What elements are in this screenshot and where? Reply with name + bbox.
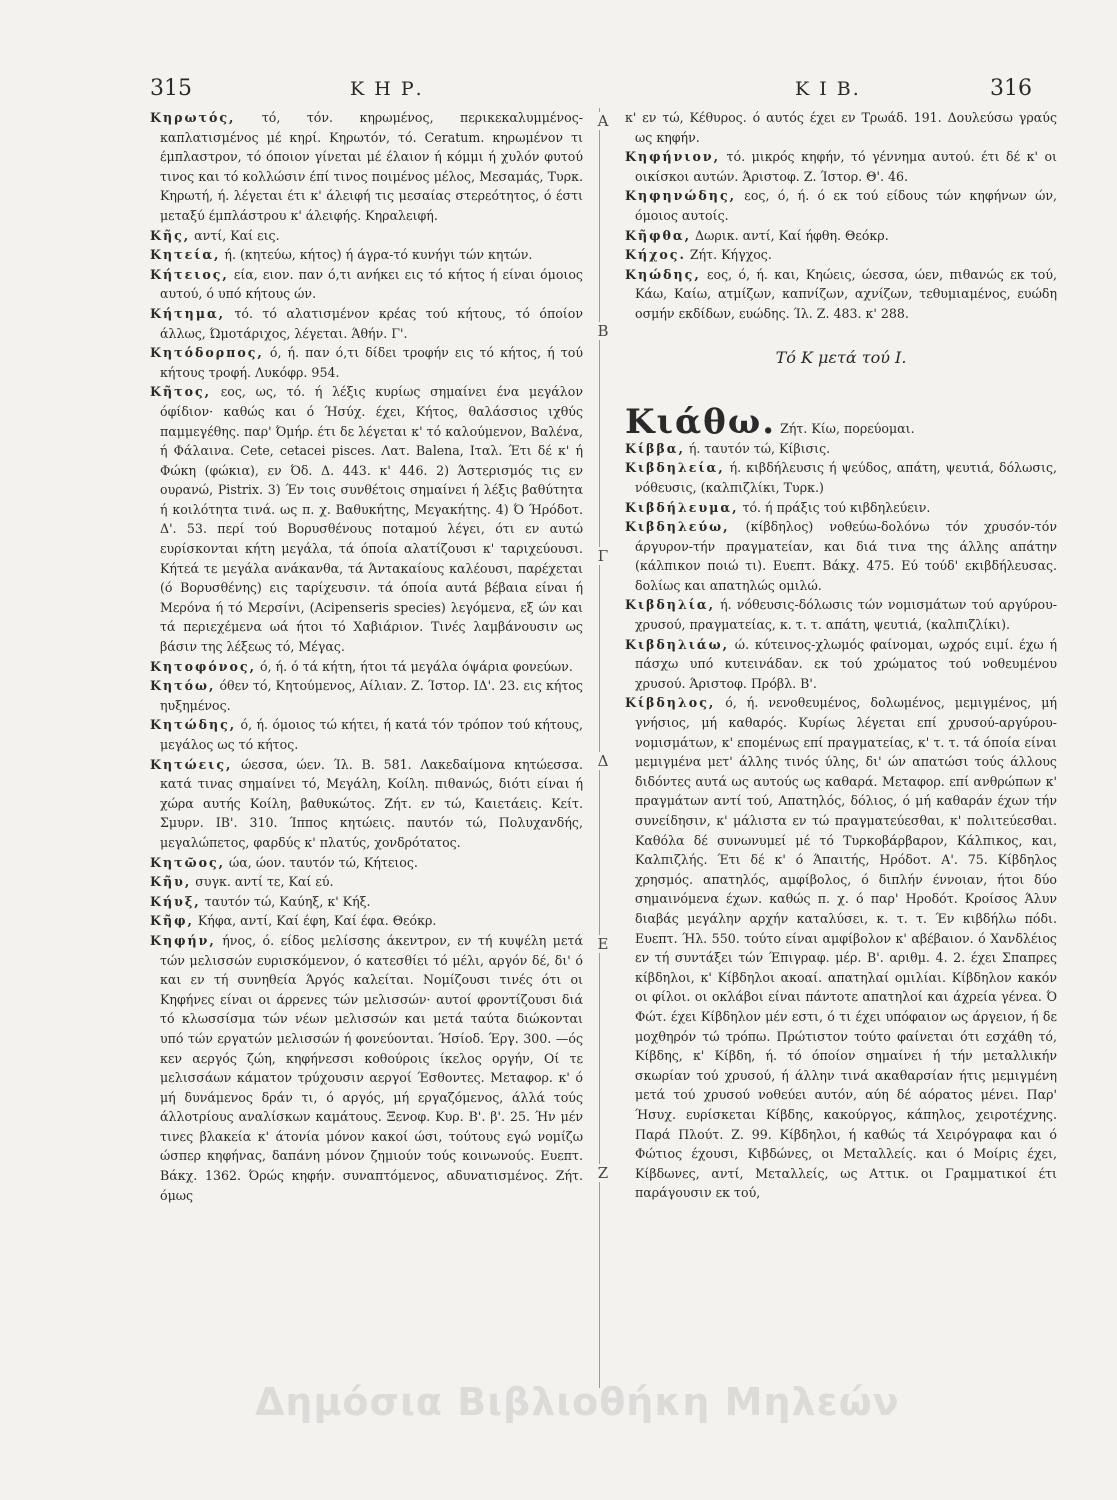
left-column [150,108,583,1378]
entry-headword: Κήχος. [625,247,686,263]
right-column [625,108,1057,1378]
entry-headword: Κιβδήλευμα, [625,499,739,515]
entry-definition: Ζήτ. Κίω, πορεύομαι. [776,421,915,437]
entry-headword: Κίβδηλος, [625,695,716,711]
entry-headword: Κητεία, [150,247,221,263]
entry-headword: Κήτημα, [150,305,226,321]
dictionary-entry [150,343,583,382]
entry-headword: Κηώδης, [625,266,701,282]
dictionary-entry [150,304,583,343]
entry-headword: Κιβδηλιάω, [625,636,729,652]
left-running-head: Κ Η Ρ. [350,78,424,100]
entry-headword: Κῆς, [150,227,191,243]
entry-headword: Κητοφόνος, [150,658,256,674]
entry-headword: Κήυξ, [150,893,201,909]
entry-definition: ταυτόν τώ, Καύηξ, κ' Κήξ. [200,893,371,909]
dictionary-entry [150,755,583,853]
entry-definition: Κήφα, αντί, Καί έφη, Καί έφα. Θεόκρ. [193,913,437,929]
dictionary-entry [150,657,583,677]
entry-headword: Κῆτος, [150,384,212,400]
entry-definition: ό, ή. νενοθευμένος, δολωμένος, μεμιγμένος, μή γνήσιος, μή καθαρός. Κυρίως λέγεται επί χρυσού-αργύρου-νομισμάτων, κ' επομένως επί πραγματείας, κ' τ. τ. τά όποία είναι μεμιγμένα μετ' άλλης τινός ύλης, δι' ών απατώσι τούς άλλους διδόντες αυτά ως αυτούς ως καθαρά. Μεταφορ. επί ανθρώπων κ' πραγμάτων αντί τού, Απατηλός, δόλιος, ό μή καθαράν έχων τήν συνείδησιν, κ' μάλιστα εν τώ πραγματεύεσθαι, κ' πολιτεύεσθαι. Καθόλα δέ συνωνυμεί μέ τό Τυρκοβάρβαρον, Κάλπικος, και, Καλπιζλής. Έτι δέ κ' ό Άπαιτής, Ηρόδοτ. Α'. 75. Κίβδηλος χρησμός. απατηλός, αμφίβολος, ό διπλήν έννοιαν, ήτοι δύο σημαινόμενα έχων. καθώς π. χ. ό παρ' Ηροδότ. Κροίσος Άλυν διαβάς μεγάλην αρχήν καταλύσει, κ. τ. τ. Έν κιβδήλω πόδι. Ευεπτ. Ήλ. 550. τούτο είναι αμφίβολον κ' αβέβαιον. ό Χανδλέιος εν τή συντάξει τών Έπιγραφ. μέρ. Β'. αριθμ. 4. 2. έχει Σπαπρες κίβδηλοι, κ' Κίβδηλοι ακοαί. απατηλαί ομιλίαι. Κίβδηλον κακόν οι φίλοι. οι οκλάβοι είναι πάντοτε απατηλοί και άχρεία γένεα. Ό Φώτ. έχει Κίβδηλον μέν εστι, ό τι έχει υπόφαιον ως άργειον, ή δε μοχθηρόν τώ τρόπω. Πρώτιστον τούτο φαίνεται ότι εσχάθη τό, Κίβδης, κ' Κίβδη, ή. τό όποίον σημαίνει ή τήν μεταλλικήν σκωρίαν τού χρυσού, ή άλλην τινά ακαθαρσίαν ήτις μεμιγμένη μετά τού χρυσού νοθεύει αυτόν, αύη δέ αόρατος μένει. Παρ' Ήσυχ. ευρίσκεται Κίβδης, κακούργος, κάπηλος, χειροτέχνης. Παρά Πλούτ. Ζ. 99. Κίβδηλοι, ή καθώς τά Χειρόγραφα και ό Φώτιος έχουσι, Κιβδώνες, οι Μεταλλείς. και ό Μοίρις έχει, Κίβδωνες, αντί, Μεταλλείς, ως Αττικ. οι Γραμματικοί έτι παράγουσιν εκ τού, [635,695,1057,1201]
entry-headword: Κηφηνώδης, [625,188,736,204]
dictionary-entry [150,931,583,1205]
dictionary-entry [625,108,1057,147]
right-running-head: Κ Ι Β. [795,78,861,100]
entry-definition: τό. τό αλατισμένον κρέας τού κήτους, τό όποίον άλλως, Ώμοτάριχος, λέγεται. Άθήν. Γ'. [160,305,583,341]
entry-definition: τό. ή πράξις τού κιβδηλεύειν. [738,499,931,515]
dictionary-entry [625,595,1057,634]
entry-headword: Κιβδηλεύω, [625,519,730,535]
entry-headword: Κίββα, [625,440,685,456]
entry-definition: ήνος, ό. είδος μελίσσης άκεντρον, εν τή κυψέλη μετά τών μελισσών ευρισκόμενον, ό κατεσθίει τό μέλι, αργόν δέ, δι' ό και εν τή συνηθεία Άργός καλείται. Νομίζουσι τινές ότι οι Κηφήνες είναι οι άρρενες τών μελισσών· αυτοί φροντίζουσι διά τό κλωσσίσμα τών νέων μελισσών και μετά ταύτα διώκονται υπό τών εργατών μελισσών ή φονεύονται. Ήσίοδ. Έργ. 300. —ός κεν αεργός ζώη, κηφήνεσσι κοθούροις ίκελος οργήν, Οί τε μελισσάων κάματον τρύχουσιν αεργοί Έσθοντες. Μεταφορ. κ' ό μή δυνάμενος δράν τι, ό αργός, μή εργαζόμενος, άλλά τούς άλλοτρίους αναλίσκων καμάτους. Ξενοφ. Κυρ. Β'. β'. 25. Ήν μέν τινες βλακεία κ' άτονία μόνον κακοί ώσι, τούτους εγώ νομίζω ώσπερ κηφήνας, δαπάνη μόνον ζημιούν τούς κοινωνούς. Ευεπτ. Βάκχ. 1362. Όρώς κηφήν. συναπτόμενος, αδυνατισμένος. Ζήτ. όμως [160,932,583,1203]
entry-definition: ώα, ώον. ταυτόν τώ, Κήτειος. [225,854,418,870]
entry-definition: εος, ως, τό. ή λέξις κυρίως σημαίνει ένα μεγάλον όφίδιον· καθώς και ό Ήσύχ. έχει, Κήτος, θαλάσσιος ιχθύς παμμεγέθης. παρ' Όμήρ. έτι δε λέγεται κ' τό καλούμενον, Βαλένα, ή Φάλαινα. Cete, cetacei pisces. Λατ. Balena, Ιταλ. Έτι δέ κ' ή Φώκη (φώκια), εν Όδ. Δ. 443. κ' 446. 2) Άστερισμός τις εν ουρανώ, Pistrix. 3) Έν τοις συνθέτοις σημαίνει ή λέξις βαθύτητα ή κοιλότητα τινά. ως π. χ. Βαθυκήτης, Μεγακήτης. 4) Ό Ήρόδοτ. Δ'. 53. περί τού Βορυσθένους ποταμού λέγει, ότι εν αυτώ ευρίσκονται κήτη μεγάλα, τά όποία αλατίζουσι κ' ταριχεύουσι. Κήτεά τε μεγάλα ανάκανθα, τά Άντακαίους καλέουσι, παρέχεται (ό Βορυσθένης) εις ταρίχευσιν. τά όποία αυτά βέβαια είναι ή Μερόνα ή τό Μερσίνι, (Acipenseris species) λεγόμενα, εξ ών και τά περιεχέμενα ωά ήτοι τό Χαβιάριον. Τινές λαμβάνουσιν ως βάσιν της λέξεως τό, Μέγας. [160,384,583,655]
entry-headword: Κητώδης, [150,717,237,733]
entry-headword: Κιβδηλία, [625,597,715,613]
dictionary-entry [625,439,1057,459]
entry-definition: ή. νόθευσις-δόλωσις τών νομισμάτων τού αργύρου-χρυσού, πραγματείας, κ. τ. τ. απάτη, ψευτιά, (καλπιζλίκι). [635,597,1057,633]
entry-definition: ή. (κητεύω, κήτος) ή άγρα-τό κυνήγι τών κητών. [220,247,533,263]
entry-definition: ό, ή. παν ό,τι δίδει τροφήν εις τό κήτος, ή τού κήτους τροφή. Λυκόφρ. 954. [160,345,583,380]
entry-headword: Κηρωτός, [150,110,236,125]
dictionary-entry [625,635,1057,694]
entry-definition: Ζήτ. Κήγχος. [685,247,772,263]
dictionary-entry [150,226,583,246]
dictionary-entry [625,245,1057,265]
right-page-number: 316 [990,76,1032,101]
entry-headword: Κιάθω. [625,402,777,443]
entry-definition: εία, ειον. παν ό,τι ανήκει εις τό κήτος ή είναι όμοιος αυτού, ό υπό κήτους ών. [160,266,583,302]
entry-definition: ή. κιβδήλευσις ή ψεύδος, απάτη, ψευτιά, δόλωσις, νόθευσις, (καλπιζλίκι, Τυρκ.) [635,460,1057,495]
entry-definition: ό, ή. ό τά κήτη, ήτοι τά μεγάλα όψάρια φονεύων. [255,658,573,674]
dictionary-entry [625,186,1057,225]
entry-headword: Κιβδηλεία, [625,460,725,476]
dictionary-entry [625,147,1057,186]
section-heading: Τό Κ μετά τού Ι. [775,347,907,367]
dictionary-entry [150,265,583,304]
entry-headword: Κῆυ, [150,874,192,890]
dictionary-entry [625,498,1057,518]
entry-definition: ώ. κύτεινος-χλωμός φαίνομαι, ωχρός ειμί. έχω ή πάσχω υπό κυτεινάδαν. εκ τού χρώματος τού νοθευμένου χρυσού. Άριστοφ. Πρόβλ. Β'. [635,636,1057,691]
dictionary-entry [150,911,583,931]
margin-letter: Δ [595,752,611,770]
margin-letter: Ζ [595,1164,611,1182]
entry-headword: Κήτειος, [150,266,229,282]
entry-definition: αντί, Καί εις. [190,227,280,243]
dictionary-entry [150,715,583,754]
margin-letter: Α [595,112,611,130]
entry-headword: Κῆφθα, [625,227,691,243]
entry-definition: (κίβδηλος) νοθεύω-δολόνω τόν χρυσόν-τόν άργυρον-τήν πραγματείαν, και διά τινα της άλλης απάτην (κάλπικον ποιώ τι). Ευεπτ. Βάκχ. 475. Εύ τούδ' εκιβδήλευσας. δολίως και απατηλώς ομιλώ. [635,519,1057,593]
entry-definition: ή. ταυτόν τώ, Κίβισις. [684,440,831,456]
dictionary-entry [625,226,1057,246]
dictionary-entry [625,265,1057,324]
entry-definition: κ' εν τώ, Κέθυρος. ό αυτός έχει εν Τρωάδ. 191. Δουλεύσω γραύς ως κηφήν. [625,110,1057,145]
margin-letter: Γ [595,547,611,565]
entry-definition: όθεν τό, Κητούμενος, Αίλιαν. Ζ. Ίστορ. ΙΔ'. 23. εις κήτος ηυξημένος. [160,678,583,713]
entry-headword: Κηφήνιον, [625,149,721,165]
entry-headword: Κῆφ, [150,913,194,929]
margin-letter: Β [595,322,611,340]
dictionary-entry [625,517,1057,595]
entry-definition: τό. μικρός κηφήν, τό γέννημα αυτού. έτι δέ κ' οι οικίσκοι αυτών. Άριστοφ. Ζ. Ίστορ. Θ'. 46. [635,149,1057,184]
entry-headword: Κητώεις, [150,756,233,772]
entry-headword: Κητόδορπος, [150,345,264,361]
dictionary-entry [150,382,583,656]
entry-definition: ώεσσα, ώεν. Ίλ. Β. 581. Λακεδαίμονα κητώεσσα. κατά τινας σημαίνει τό, Μεγάλη, Κοίλη. πιθανώς, διότι είναι ή χώρα αυτής Κοίλη, βαθυκώτος. Ζήτ. εν τώ, Καιετάεις. Κείτ. Σμυρν. ΙΒ'. 310. Ίππος κητώεις. παυτόν τώ, Πολυχανδής, μεγαλώπετος, φαρδύς κ' πλατύς, χονδρότατος. [160,756,583,850]
entry-headword: Κητῶος, [150,854,226,870]
dictionary-entry [150,872,583,892]
dictionary-entry [150,676,583,715]
dictionary-entry [625,693,1057,1202]
entry-definition: εος, ό, ή. ό εκ τού είδους τών κηφήνων ών, όμοιος αυτοίς. [635,188,1057,223]
entry-definition: εος, ό, ή. και, Κηώεις, ώεσσα, ώεν, πιθανώς εκ τού, Κάω, Καίω, ατμίζων, καπνίζων, αχνίζων, τεθυμιαμένος, ευώδη οσμήν εκδίδων, ευώδης. Ίλ. Ζ. 483. κ' 288. [635,266,1057,321]
entry-definition: τό, τόν. κηρωμένος, περικεκαλυμμένος-καπλατισμένος μέ κηρί. Κηρωτόν, τό. Ceratum. κηρωμένον τι έμπλαστρον, τό όποιον γίνεται μέ έλαιον ή κόμμι ή χυλόν φυτού τινος και τό κολλώσιν έπί τινος ποιμένος μέλος, Μεσαμάς, Τυρκ. Κηρωτή, ή. λέγεται έτι κ' άλειφή τις μεσαίας στερεότητος, ό έστι μεταξύ έμπλάστρου κ' άλειφής. Κηραλειφή. [160,110,583,223]
library-watermark: Δημόσια Βιβλιοθήκη Μηλεών [255,1380,900,1424]
entry-definition: συγκ. αντί τε, Καί εύ. [191,874,334,890]
entry-definition: ό, ή. όμοιος τώ κήτει, ή κατά τόν τρόπον τού κήτους, μεγάλος ως τό κήτος. [160,717,583,752]
left-page-number: 315 [150,76,192,101]
entry-definition: Δωρικ. αντί, Καί ήφθη. Θεόκρ. [690,227,889,243]
dictionary-entry [150,853,583,873]
entry-headword: Κητόω, [150,678,216,694]
column-divider [599,108,600,1388]
dictionary-entry [150,108,583,226]
dictionary-entry [150,245,583,265]
dictionary-entry [150,892,583,912]
dictionary-entry [625,402,1057,443]
margin-letter: Ε [595,935,611,953]
dictionary-entry [625,458,1057,497]
entry-headword: Κηφήν, [150,932,216,948]
